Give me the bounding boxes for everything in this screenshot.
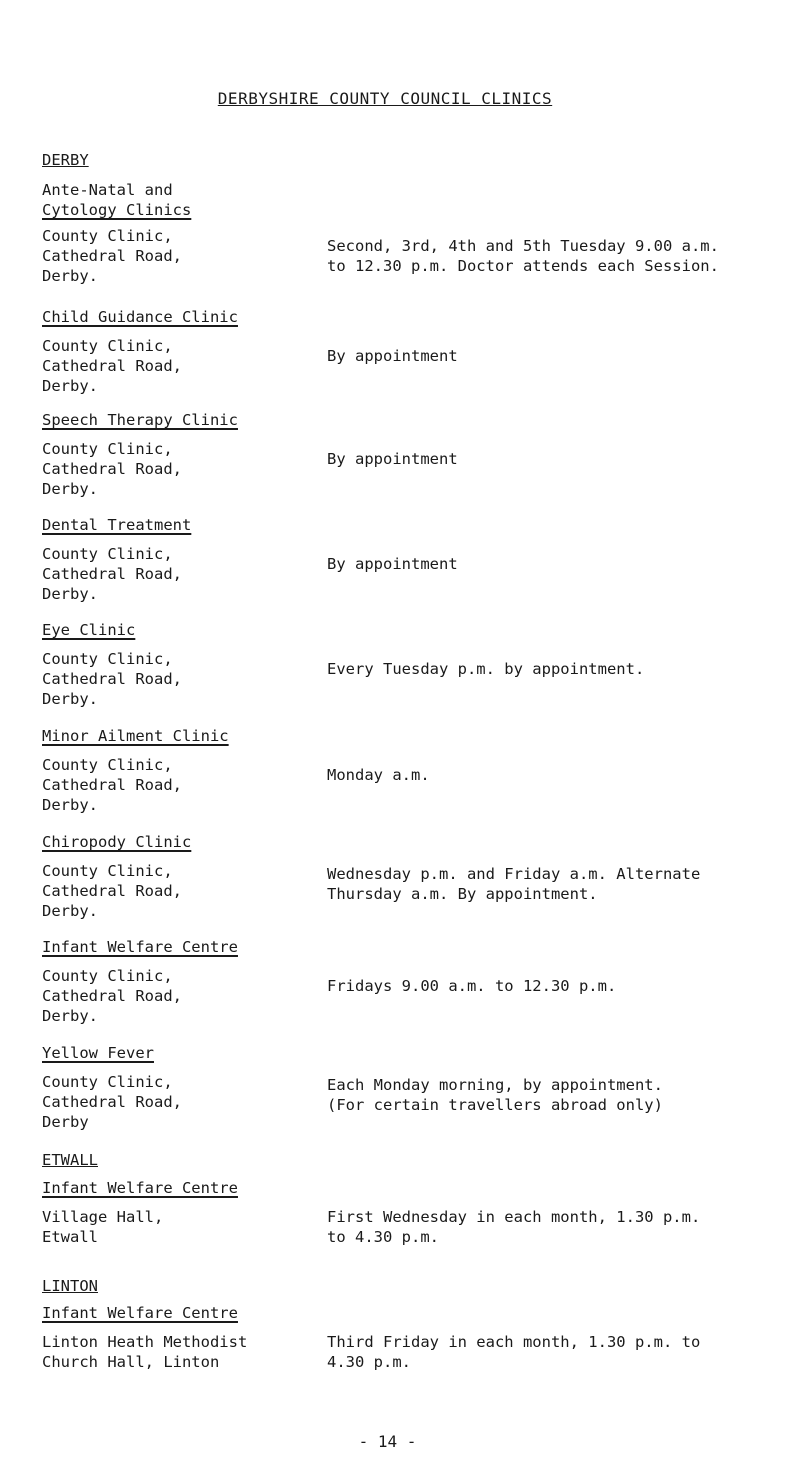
clinic-schedule: First Wednesday in each month, 1.30 p.m. to 4.30 p.m.	[327, 1208, 701, 1246]
clinic-entry-antenatal	[42, 180, 782, 286]
clinic-address: County Clinic, Cathedral Road, Derby.	[42, 862, 182, 920]
clinic-name-line2: Cytology Clinics	[42, 201, 192, 219]
clinic-schedule: Second, 3rd, 4th and 5th Tuesday 9.00 a.m. to 12.30 p.m. Doctor attends each Session.	[327, 237, 719, 275]
page-number: - 14 -	[358, 1432, 417, 1451]
clinic-entry-speech-therapy	[42, 410, 782, 499]
clinic-schedule: Each Monday morning, by appointment. (For certain travellers abroad only)	[327, 1076, 663, 1114]
clinic-name: Ante-Natal and	[42, 181, 173, 199]
clinic-address: County Clinic, Cathedral Road, Derby.	[42, 545, 182, 603]
clinic-entry-dental	[42, 515, 782, 604]
clinic-address: County Clinic, Cathedral Road, Derby.	[42, 756, 182, 814]
clinic-address: Linton Heath Methodist Church Hall, Linton	[42, 1333, 248, 1371]
page-title: DERBYSHIRE COUNTY COUNCIL CLINICS	[217, 89, 553, 108]
town-heading-derby: DERBY	[42, 151, 89, 169]
clinic-schedule: By appointment	[327, 555, 458, 573]
clinic-entry-chiropody	[42, 832, 782, 921]
clinic-name: Infant Welfare Centre	[42, 1304, 238, 1322]
clinic-entry-infant-welfare-linton	[42, 1303, 782, 1372]
clinic-name: Yellow Fever	[42, 1044, 154, 1062]
clinic-name: Eye Clinic	[42, 621, 136, 639]
clinic-entry-infant-welfare-derby	[42, 937, 782, 1026]
clinic-address: County Clinic, Cathedral Road, Derby.	[42, 650, 182, 708]
clinic-name: Infant Welfare Centre	[42, 938, 238, 956]
clinic-entry-infant-welfare-etwall	[42, 1178, 782, 1247]
clinic-name: Dental Treatment	[42, 516, 192, 534]
clinic-address: County Clinic, Cathedral Road, Derby.	[42, 227, 182, 285]
clinic-entry-minor-ailment	[42, 726, 782, 815]
clinic-entry-yellow-fever	[42, 1043, 782, 1132]
clinic-name: Child Guidance Clinic	[42, 308, 238, 326]
clinic-name: Infant Welfare Centre	[42, 1179, 238, 1197]
clinic-schedule: Wednesday p.m. and Friday a.m. Alternate Thursday a.m. By appointment.	[327, 865, 701, 903]
clinic-schedule: Every Tuesday p.m. by appointment.	[327, 660, 645, 678]
clinic-address: County Clinic, Cathedral Road, Derby.	[42, 440, 182, 498]
clinic-entry-eye	[42, 620, 782, 709]
clinic-schedule: Third Friday in each month, 1.30 p.m. to 4.30 p.m.	[327, 1333, 701, 1371]
clinic-schedule: Monday a.m.	[327, 766, 430, 784]
clinic-schedule: Fridays 9.00 a.m. to 12.30 p.m.	[327, 977, 617, 995]
clinic-address: County Clinic, Cathedral Road, Derby.	[42, 337, 182, 395]
town-heading-linton: LINTON	[42, 1277, 98, 1295]
clinic-entry-child-guidance	[42, 307, 782, 396]
clinic-address: County Clinic, Cathedral Road, Derby.	[42, 967, 182, 1025]
clinic-schedule: By appointment	[327, 347, 458, 365]
clinic-name: Chiropody Clinic	[42, 833, 192, 851]
clinic-schedule: By appointment	[327, 450, 458, 468]
clinic-name: Speech Therapy Clinic	[42, 411, 238, 429]
town-heading-etwall: ETWALL	[42, 1151, 98, 1169]
clinic-address: County Clinic, Cathedral Road, Derby	[42, 1073, 182, 1131]
clinic-name: Minor Ailment Clinic	[42, 727, 229, 745]
clinic-address: Village Hall, Etwall	[42, 1208, 164, 1246]
